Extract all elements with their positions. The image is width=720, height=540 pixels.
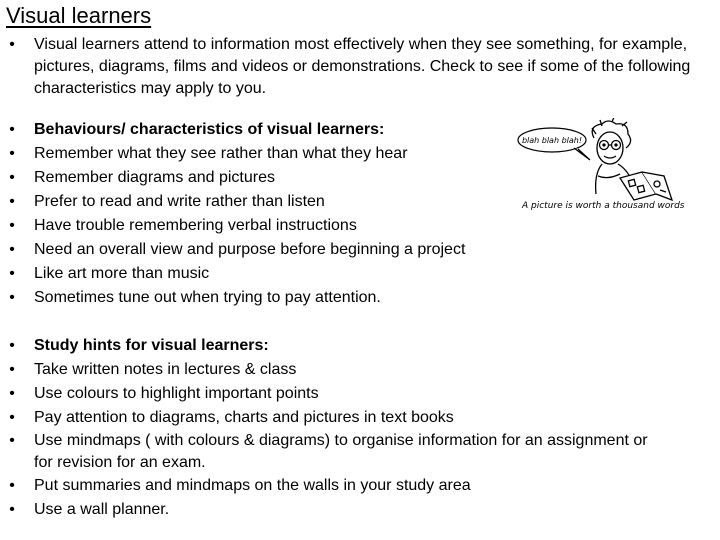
list-item: • Sometimes tune out when trying to pay attention. — [6, 286, 566, 310]
page-title: Visual learners — [6, 3, 152, 28]
list-item: • Like art more than music — [6, 262, 566, 286]
list-item: • Need an overall view and purpose before beginning a project — [6, 238, 566, 262]
speech-bubble-icon — [518, 128, 590, 160]
list-item: • Use a wall planner. — [6, 498, 666, 522]
list-item: • Remember what they see rather than what they hear — [6, 142, 566, 166]
hints-heading-text: Study hints for visual learners: — [34, 337, 269, 354]
illustration-caption: A picture is worth a thousand words — [522, 201, 685, 211]
person-with-book-icon — [592, 118, 672, 200]
traits-list — [6, 118, 566, 310]
hints-list — [6, 334, 666, 522]
intro-paragraph: • Visual learners attend to information most effectively when they see something, for example, pictures, diagrams, films and videos or demonstrations. Check to see if some of the following characteristics may apply to you. — [6, 34, 706, 100]
hints-heading — [6, 334, 666, 358]
traits-heading — [6, 118, 566, 142]
list-item: • Use colours to highlight important points — [6, 382, 666, 406]
list-item: • Pay attention to diagrams, charts and pictures in text books — [6, 406, 666, 430]
list-item: • Put summaries and mindmaps on the walls in your study area — [6, 474, 666, 498]
list-item: • Take written notes in lectures & class — [6, 358, 666, 382]
speech-bubble-text: blah blah blah! — [521, 136, 583, 145]
traits-heading-text: Behaviours/ characteristics of visual learners: — [34, 121, 385, 138]
list-item: • Prefer to read and write rather than listen — [6, 190, 566, 214]
list-item: • Have trouble remembering verbal instructions — [6, 214, 566, 238]
list-item: • Use mindmaps ( with colours & diagrams) to organise information for an assignment or for revision for an exam. — [6, 430, 666, 474]
intro-list — [6, 34, 706, 100]
list-item: • Remember diagrams and pictures — [6, 166, 566, 190]
